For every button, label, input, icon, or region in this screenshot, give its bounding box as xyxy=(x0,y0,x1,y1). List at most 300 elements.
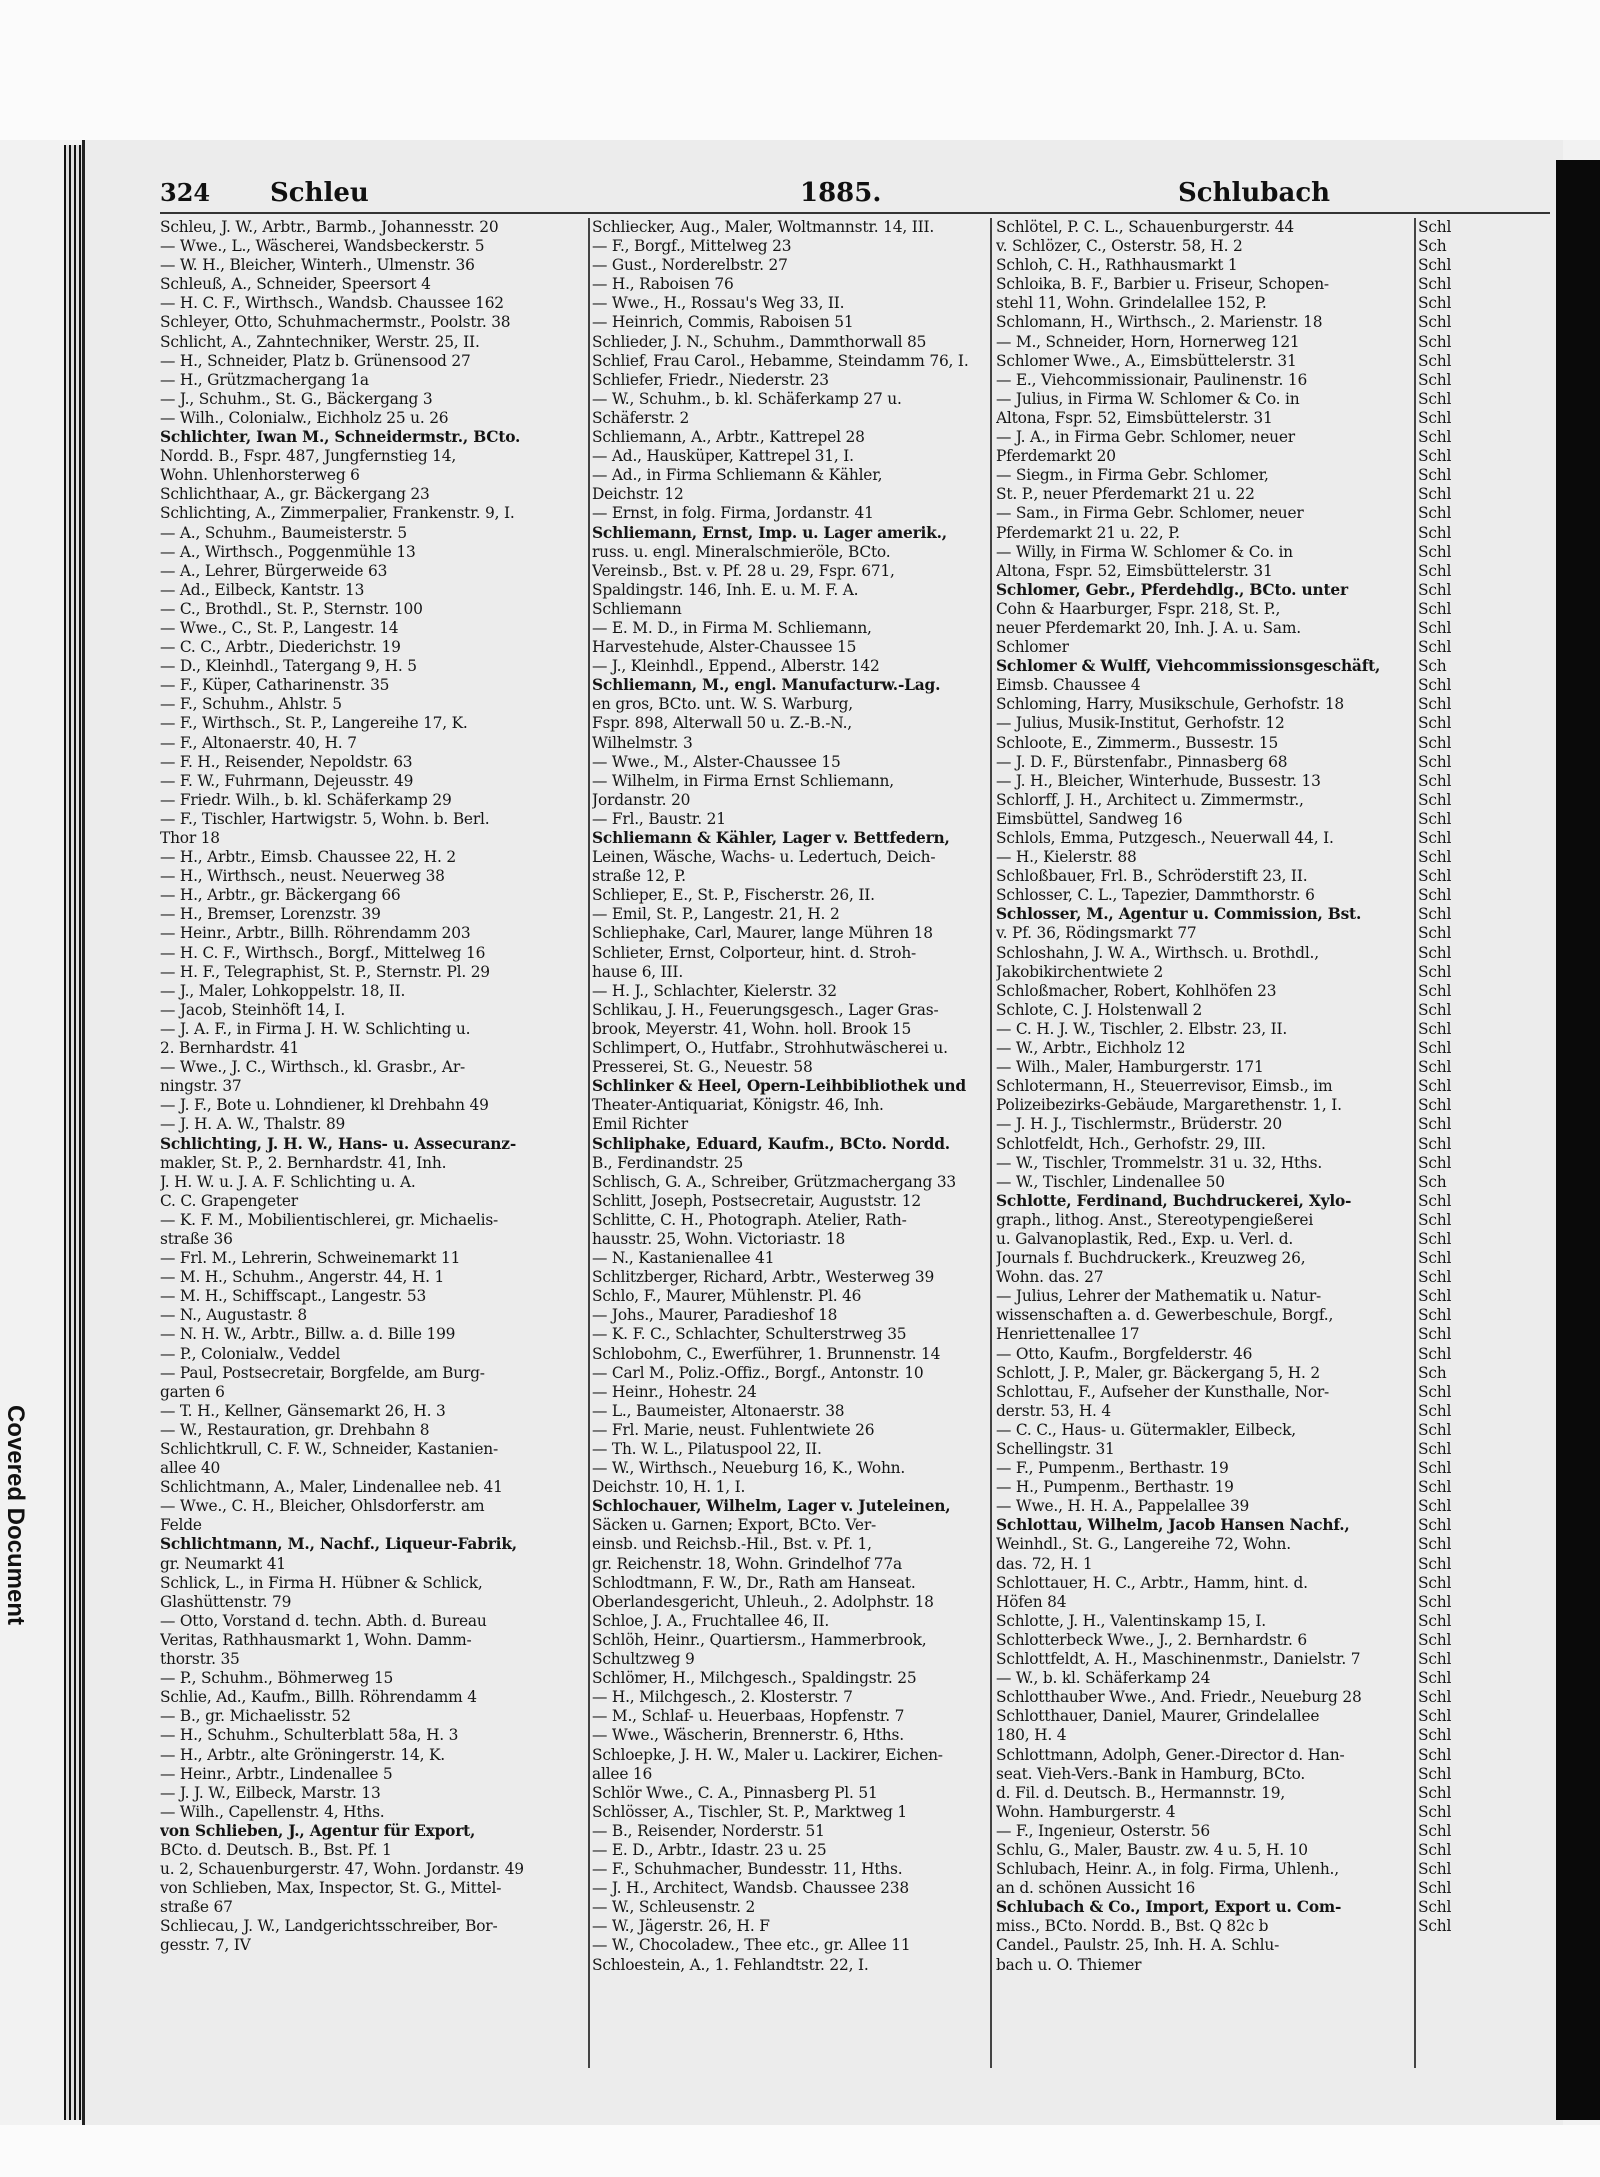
directory-entry-line: — Carl M., Poliz.-Offiz., Borgf., Antonstr. 10 xyxy=(592,1363,924,1382)
directory-entry-line: thorstr. 35 xyxy=(160,1650,240,1669)
directory-entry-line: Schliphake, Eduard, Kaufm., BCto. Nordd. xyxy=(592,1134,950,1153)
directory-entry-line: — Otto, Kaufm., Borgfelderstr. 46 xyxy=(996,1344,1253,1363)
directory-entry-line: Schl xyxy=(1418,1459,1452,1478)
directory-entry-line: — Ad., Hausküper, Kattrepel 31, I. xyxy=(592,447,854,466)
directory-entry-line: — Wilhelm, in Firma Ernst Schliemann, xyxy=(592,771,894,790)
directory-entry-line: hause 6, III. xyxy=(592,962,684,981)
directory-entry-line: Schliecker, Aug., Maler, Woltmannstr. 14, III. xyxy=(592,218,935,236)
directory-entry-line: C. C. Grapengeter xyxy=(160,1191,298,1210)
directory-entry-line: miss., BCto. Nordd. B., Bst. Q 82c b xyxy=(996,1917,1269,1936)
directory-entry-line: Schl xyxy=(1418,428,1452,447)
directory-entry-line: Schl xyxy=(1418,1611,1452,1630)
directory-entry-line: — N. H. W., Arbtr., Billw. a. d. Bille 199 xyxy=(160,1325,456,1344)
directory-entry-line: Schlomer Wwe., A., Eimsbüttelerstr. 31 xyxy=(996,351,1297,370)
directory-entry-line: Schl xyxy=(1418,1115,1452,1134)
directory-entry-line: — P., Schuhm., Böhmerweg 15 xyxy=(160,1669,394,1688)
directory-entry-line: — H., Arbtr., Eimsb. Chaussee 22, H. 2 xyxy=(160,848,456,867)
directory-entry-line: Schl xyxy=(1418,1554,1452,1573)
directory-entry-line: Polizeibezirks-Gebäude, Margarethenstr. 1, I. xyxy=(996,1096,1342,1115)
directory-entry-line: en gros, BCto. unt. W. S. Warburg, xyxy=(592,695,853,714)
directory-entry-line: — Wwe., H. H. A., Pappelallee 39 xyxy=(996,1497,1250,1516)
directory-entry-line: straße 12, P. xyxy=(592,867,686,886)
directory-entry-line: Schl xyxy=(1418,1860,1452,1879)
directory-entry-line: Schlotthauer, Daniel, Maurer, Grindelallee xyxy=(996,1707,1320,1726)
directory-entry-line: Schl xyxy=(1418,1497,1452,1516)
directory-entry-line: — H., Schuhm., Schulterblatt 58a, H. 3 xyxy=(160,1726,459,1745)
directory-entry-line: derstr. 53, H. 4 xyxy=(996,1401,1112,1420)
directory-entry-line: Schl xyxy=(1418,1688,1452,1707)
directory-entry-line: Schl xyxy=(1418,1440,1452,1458)
directory-entry-line: Schl xyxy=(1418,981,1452,1000)
directory-column-4-partial xyxy=(1418,218,1554,1936)
directory-entry-line: Schl xyxy=(1418,771,1452,790)
directory-entry-line: Oberlandesgericht, Uhleuh., 2. Adolphstr. 18 xyxy=(592,1592,934,1611)
directory-entry-line: Schl xyxy=(1418,1249,1452,1268)
directory-entry-line: Schl xyxy=(1418,256,1452,275)
directory-entry-line: Schl xyxy=(1418,599,1452,618)
directory-entry-line: — W., Schleusenstr. 2 xyxy=(592,1898,756,1917)
directory-entry-line: B., Ferdinandstr. 25 xyxy=(592,1153,744,1172)
directory-entry-line: Schlott, J. P., Maler, gr. Bäckergang 5, H. 2 xyxy=(996,1363,1320,1382)
directory-entry-line: Schlotte, J. H., Valentinskamp 15, I. xyxy=(996,1611,1266,1630)
directory-entry-line: Pferdemarkt 20 xyxy=(996,447,1116,466)
directory-entry-line: Eimsbüttel, Sandweg 16 xyxy=(996,809,1183,828)
directory-entry-line: Schl xyxy=(1418,1191,1452,1210)
directory-entry-line: — H. J., Schlachter, Kielerstr. 32 xyxy=(592,981,837,1000)
directory-entry-line: u. 2, Schauenburgerstr. 47, Wohn. Jordanstr. 49 xyxy=(160,1860,524,1879)
directory-entry-line: Schl xyxy=(1418,1287,1452,1306)
directory-entry-line: Cohn & Haarburger, Fspr. 218, St. P., xyxy=(996,599,1281,618)
directory-entry-line: Schlote, C. J. Holstenwall 2 xyxy=(996,1000,1203,1019)
directory-entry-line: — A., Schuhm., Baumeisterstr. 5 xyxy=(160,523,407,542)
directory-entry-line: Schl xyxy=(1418,332,1452,351)
directory-entry-line: — J. H., Architect, Wandsb. Chaussee 238 xyxy=(592,1879,909,1898)
directory-entry-line: Schl xyxy=(1418,1344,1452,1363)
directory-entry-line: — Otto, Vorstand d. techn. Abth. d. Bureau xyxy=(160,1611,487,1630)
directory-entry-line: Schl xyxy=(1418,695,1452,714)
directory-entry-line: Schlieder, J. N., Schuhm., Dammthorwall 85 xyxy=(592,332,927,351)
directory-entry-line: Schloestein, A., 1. Fehlandtstr. 22, I. xyxy=(592,1955,869,1974)
directory-entry-line: straße 36 xyxy=(160,1229,233,1248)
directory-column-2 xyxy=(592,218,992,1975)
directory-entry-line: Schl xyxy=(1418,1821,1452,1840)
directory-entry-line: — H., Schneider, Platz b. Grünensood 27 xyxy=(160,351,471,370)
column-rule xyxy=(1414,218,1416,2068)
directory-entry-line: Schl xyxy=(1418,1573,1452,1592)
directory-entry-line: — Heinr., Arbtr., Lindenallee 5 xyxy=(160,1764,393,1783)
directory-entry-line: Schl xyxy=(1418,1764,1452,1783)
directory-entry-line: Deichstr. 12 xyxy=(592,485,684,504)
directory-entry-line: garten 6 xyxy=(160,1382,225,1401)
directory-entry-line: — J., Schuhm., St. G., Bäckergang 3 xyxy=(160,389,433,408)
directory-entry-line: Schl xyxy=(1418,1650,1452,1669)
directory-entry-line: Schl xyxy=(1418,1401,1452,1420)
scan-background-top xyxy=(0,0,1600,140)
directory-entry-line: Schl xyxy=(1418,1077,1452,1096)
directory-entry-line: Schl xyxy=(1418,1745,1452,1764)
directory-entry-line: — W. H., Bleicher, Winterh., Ulmenstr. 36 xyxy=(160,256,475,275)
directory-entry-line: Schl xyxy=(1418,1096,1452,1115)
directory-entry-line: — J. F., Bote u. Lohndiener, kl Drehbahn 49 xyxy=(160,1096,489,1115)
directory-entry-line: Schl xyxy=(1418,1058,1452,1077)
directory-entry-line: Schlodtmann, F. W., Dr., Rath am Hanseat. xyxy=(592,1573,916,1592)
directory-entry-line: Wilhelmstr. 3 xyxy=(592,733,693,752)
directory-column-3 xyxy=(996,218,1408,1975)
directory-entry-line: — J. H. J., Tischlermstr., Brüderstr. 20 xyxy=(996,1115,1282,1134)
directory-entry-line: Eimsb. Chaussee 4 xyxy=(996,676,1141,695)
directory-entry-line: — Heinrich, Commis, Raboisen 51 xyxy=(592,313,854,332)
directory-entry-line: Schlimpert, O., Hutfabr., Strohhutwäscherei u. xyxy=(592,1039,948,1058)
directory-entry-line: Wohn. Hamburgerstr. 4 xyxy=(996,1802,1176,1821)
directory-entry-line: Emil Richter xyxy=(592,1115,688,1134)
directory-entry-line: Pferdemarkt 21 u. 22, P. xyxy=(996,523,1180,542)
directory-entry-line: Deichstr. 10, H. 1, I. xyxy=(592,1478,746,1497)
directory-entry-line: — M. H., Schiffscapt., Langestr. 53 xyxy=(160,1287,427,1306)
directory-entry-line: — Julius, in Firma W. Schlomer & Co. in xyxy=(996,389,1300,408)
directory-entry-line: — Wwe., H., Rossau's Weg 33, II. xyxy=(592,294,845,313)
directory-entry-line: — W., b. kl. Schäferkamp 24 xyxy=(996,1669,1211,1688)
directory-entry-line: — W., Arbtr., Eichholz 12 xyxy=(996,1039,1186,1058)
directory-entry-line: — F., Tischler, Hartwigstr. 5, Wohn. b. Berl. xyxy=(160,809,490,828)
page-number: 324 xyxy=(160,178,211,207)
directory-entry-line: Schloote, E., Zimmerm., Bussestr. 15 xyxy=(996,733,1279,752)
directory-entry-line: Schl xyxy=(1418,408,1452,427)
directory-entry-line: — J. J. W., Eilbeck, Marstr. 13 xyxy=(160,1783,381,1802)
directory-entry-line: Schlosser, M., Agentur u. Commission, Bst. xyxy=(996,905,1362,924)
directory-entry-line: Schleyer, Otto, Schuhmachermstr., Poolstr. 38 xyxy=(160,313,511,332)
directory-entry-line: Schl xyxy=(1418,809,1452,828)
directory-entry-line: — J., Kleinhdl., Eppend., Alberstr. 142 xyxy=(592,657,880,676)
directory-entry-line: Veritas, Rathhausmarkt 1, Wohn. Damm- xyxy=(160,1630,472,1649)
directory-entry-line: — W., Wirthsch., Neueburg 16, K., Wohn. xyxy=(592,1459,906,1478)
directory-entry-line: einsb. und Reichsb.-Hil., Bst. v. Pf. 1, xyxy=(592,1535,872,1554)
directory-entry-line: St. P., neuer Pferdemarkt 21 u. 22 xyxy=(996,485,1255,504)
directory-entry-line: — J. H., Bleicher, Winterhude, Bussestr. 13 xyxy=(996,771,1321,790)
directory-entry-line: Nordd. B., Fspr. 487, Jungfernstieg 14, xyxy=(160,447,457,466)
directory-entry-line: Leinen, Wäsche, Wachs- u. Ledertuch, Deich- xyxy=(592,848,936,867)
directory-entry-line: Sch xyxy=(1418,1172,1447,1191)
directory-entry-line: Schlo, F., Maurer, Mühlenstr. Pl. 46 xyxy=(592,1287,862,1306)
directory-entry-line: — K. F. C., Schlachter, Schulterstrweg 35 xyxy=(592,1325,907,1344)
directory-entry-line: Sch xyxy=(1418,1363,1447,1382)
directory-entry-line: — A., Wirthsch., Poggenmühle 13 xyxy=(160,542,416,561)
directory-entry-line: Schliemann, M., engl. Manufacturw.-Lag. xyxy=(592,676,941,695)
directory-entry-line: Schliemann, Ernst, Imp. u. Lager amerik., xyxy=(592,523,947,542)
directory-entry-line: Sch xyxy=(1418,657,1447,676)
directory-entry-line: — F., Altonaerstr. 40, H. 7 xyxy=(160,733,357,752)
directory-entry-line: — Th. W. L., Pilatuspool 22, II. xyxy=(592,1440,822,1458)
directory-entry-line: — H., Bremser, Lorenzstr. 39 xyxy=(160,905,381,924)
directory-entry-line: Schl xyxy=(1418,1917,1452,1936)
directory-entry-line: stehl 11, Wohn. Grindelallee 152, P. xyxy=(996,294,1267,313)
directory-entry-line: 2. Bernhardstr. 41 xyxy=(160,1039,300,1058)
directory-entry-line: Schl xyxy=(1418,580,1452,599)
directory-entry-line: v. Pf. 36, Rödingsmarkt 77 xyxy=(996,924,1197,943)
directory-entry-line: Schl xyxy=(1418,485,1452,504)
directory-entry-line: — J. A., in Firma Gebr. Schlomer, neuer xyxy=(996,428,1295,447)
directory-entry-line: — J., Maler, Lohkoppelstr. 18, II. xyxy=(160,981,406,1000)
directory-entry-line: Schlobohm, C., Ewerführer, 1. Brunnenstr. 14 xyxy=(592,1344,941,1363)
directory-entry-line: — B., gr. Michaelisstr. 52 xyxy=(160,1707,351,1726)
directory-entry-line: Schlochauer, Wilhelm, Lager v. Juteleinen, xyxy=(592,1497,951,1516)
directory-entry-line: ningstr. 37 xyxy=(160,1077,242,1096)
directory-entry-line: — H., Milchgesch., 2. Klosterstr. 7 xyxy=(592,1688,853,1707)
directory-entry-line: Schlichting, J. H. W., Hans- u. Assecuranz- xyxy=(160,1134,517,1153)
directory-entry-line: Wohn. das. 27 xyxy=(996,1268,1104,1287)
directory-entry-line: Wohn. Uhlenhorsterweg 6 xyxy=(160,466,360,485)
directory-entry-line: Schlötel, P. C. L., Schauenburgerstr. 44 xyxy=(996,218,1294,236)
directory-entry-line: Schl xyxy=(1418,1325,1452,1344)
directory-entry-line: Henriettenallee 17 xyxy=(996,1325,1140,1344)
directory-entry-line: Schliecau, J. W., Landgerichtsschreiber, Bor- xyxy=(160,1917,498,1936)
directory-entry-line: BCto. d. Deutsch. B., Bst. Pf. 1 xyxy=(160,1840,392,1859)
directory-entry-line: v. Schlözer, C., Osterstr. 58, H. 2 xyxy=(996,237,1243,256)
directory-entry-line: Schliemann xyxy=(592,599,682,618)
directory-entry-line: Schlu, G., Maler, Baustr. zw. 4 u. 5, H. 10 xyxy=(996,1840,1308,1859)
directory-entry-line: Schlieper, E., St. P., Fischerstr. 26, II. xyxy=(592,886,875,905)
directory-entry-line: Schl xyxy=(1418,886,1452,905)
directory-entry-line: Felde xyxy=(160,1516,202,1535)
directory-entry-line: — J. A. F., in Firma J. H. W. Schlichting u. xyxy=(160,1019,471,1038)
directory-entry-line: Schlols, Emma, Putzgesch., Neuerwall 44, I. xyxy=(996,829,1334,847)
directory-entry-line: Schlikau, J. H., Feuerungsgesch., Lager Gras- xyxy=(592,1000,939,1019)
directory-entry-line: Presserei, St. G., Neuestr. 58 xyxy=(592,1058,813,1077)
directory-entry-line: Schloe, J. A., Fruchtallee 46, II. xyxy=(592,1611,830,1630)
directory-entry-line: Schlottau, F., Aufseher der Kunsthalle, Nor- xyxy=(996,1382,1330,1401)
directory-entry-line: — F., Pumpenm., Berthastr. 19 xyxy=(996,1459,1229,1478)
directory-entry-line: Schlottfeldt, A. H., Maschinenmstr., Danielstr. 7 xyxy=(996,1650,1361,1669)
directory-entry-line: Schlubach & Co., Import, Export u. Com- xyxy=(996,1898,1342,1917)
directory-entry-line: Schloh, C. H., Rathhausmarkt 1 xyxy=(996,256,1238,275)
directory-entry-line: Schl xyxy=(1418,1592,1452,1611)
directory-entry-line: — Jacob, Steinhöft 14, I. xyxy=(160,1000,346,1019)
directory-entry-line: — H. C. F., Wirthsch., Wandsb. Chaussee 162 xyxy=(160,294,504,313)
directory-entry-line: Harvestehude, Alster-Chaussee 15 xyxy=(592,638,857,657)
directory-entry-line: Schlottau, Wilhelm, Jacob Hansen Nachf., xyxy=(996,1516,1350,1535)
directory-entry-line: — Frl. Marie, neust. Fuhlentwiete 26 xyxy=(592,1420,875,1439)
book-gutter xyxy=(1556,160,1600,2120)
directory-entry-line: Schlotthauber Wwe., And. Friedr., Neueburg 28 xyxy=(996,1688,1362,1707)
directory-entry-line: Altona, Fspr. 52, Eimsbüttelerstr. 31 xyxy=(996,561,1273,580)
directory-entry-line: — M., Schneider, Horn, Hornerweg 121 xyxy=(996,332,1300,351)
directory-entry-line: — C. H. J. W., Tischler, 2. Elbstr. 23, II. xyxy=(996,1019,1288,1038)
directory-entry-line: Schlömer, H., Milchgesch., Spaldingstr. 25 xyxy=(592,1669,917,1688)
directory-entry-line: Schl xyxy=(1418,1019,1452,1038)
directory-entry-line: Schlotte, Ferdinand, Buchdruckerei, Xylo- xyxy=(996,1191,1352,1210)
directory-entry-line: — Wilh., Maler, Hamburgerstr. 171 xyxy=(996,1058,1264,1077)
directory-entry-line: hausstr. 25, Wohn. Victoriastr. 18 xyxy=(592,1229,846,1248)
directory-entry-line: — Siegm., in Firma Gebr. Schlomer, xyxy=(996,466,1269,485)
directory-entry-line: Schl xyxy=(1418,905,1452,924)
directory-entry-line: Sch xyxy=(1418,237,1447,256)
directory-entry-line: — Frl., Baustr. 21 xyxy=(592,809,726,828)
directory-entry-line: Schlomann, H., Wirthsch., 2. Marienstr. 18 xyxy=(996,313,1323,332)
directory-entry-line: Schl xyxy=(1418,638,1452,657)
directory-entry-line: Schlinker & Heel, Opern-Leihbibliothek und xyxy=(592,1077,966,1096)
directory-entry-line: — Heinr., Hohestr. 24 xyxy=(592,1382,757,1401)
directory-entry-line: Schl xyxy=(1418,867,1452,886)
directory-entry-line: Schlottmann, Adolph, Gener.-Director d. Han- xyxy=(996,1745,1345,1764)
directory-entry-line: Schl xyxy=(1418,466,1452,485)
directory-entry-line: — H. F., Telegraphist, St. P., Sternstr. Pl. 29 xyxy=(160,962,490,981)
directory-entry-line: makler, St. P., 2. Bernhardstr. 41, Inh. xyxy=(160,1153,447,1172)
directory-entry-line: — Ad., Eilbeck, Kantstr. 13 xyxy=(160,580,365,599)
directory-entry-line: Schl xyxy=(1418,962,1452,981)
scan-background-bottom xyxy=(0,2125,1600,2177)
directory-entry-line: Schl xyxy=(1418,1707,1452,1726)
directory-entry-line: — H. C. F., Wirthsch., Borgf., Mittelweg 16 xyxy=(160,943,486,962)
directory-entry-line: Schlomer xyxy=(996,638,1069,657)
directory-entry-line: — H., Raboisen 76 xyxy=(592,275,734,294)
directory-entry-line: Schl xyxy=(1418,714,1452,733)
directory-entry-line: wissenschaften a. d. Gewerbeschule, Borgf., xyxy=(996,1306,1334,1325)
directory-entry-line: Schl xyxy=(1418,504,1452,523)
directory-entry-line: Schultzweg 9 xyxy=(592,1650,695,1669)
directory-entry-line: Schl xyxy=(1418,790,1452,809)
directory-entry-line: Schl xyxy=(1418,1039,1452,1058)
directory-entry-line: — H., Arbtr., alte Gröningerstr. 14, K. xyxy=(160,1745,445,1764)
directory-entry-line: — W., Tischler, Lindenallee 50 xyxy=(996,1172,1225,1191)
directory-entry-line: Schl xyxy=(1418,1726,1452,1745)
directory-entry-line: Schlief, Frau Carol., Hebamme, Steindamm 76, I. xyxy=(592,351,969,370)
directory-entry-line: — J. D. F., Bürstenfabr., Pinnasberg 68 xyxy=(996,752,1288,771)
directory-entry-line: Schlichthaar, A., gr. Bäckergang 23 xyxy=(160,485,430,504)
directory-entry-line: — Wilh., Capellenstr. 4, Hths. xyxy=(160,1802,385,1821)
directory-entry-line: — Julius, Musik-Institut, Gerhofstr. 12 xyxy=(996,714,1285,733)
directory-entry-line: Schloika, B. F., Barbier u. Friseur, Schopen- xyxy=(996,275,1329,294)
directory-entry-line: Schellingstr. 31 xyxy=(996,1440,1115,1458)
directory-entry-line: Schl xyxy=(1418,1898,1452,1917)
directory-entry-line: Säcken u. Garnen; Export, BCto. Ver- xyxy=(592,1516,876,1535)
directory-entry-line: allee 16 xyxy=(592,1764,653,1783)
directory-entry-line: — J. H. A. W., Thalstr. 89 xyxy=(160,1115,346,1134)
directory-entry-line: — E., Viehcommissionair, Paulinenstr. 16 xyxy=(996,370,1308,389)
directory-entry-line: Schlör Wwe., C. A., Pinnasberg Pl. 51 xyxy=(592,1783,878,1802)
directory-entry-line: Schl xyxy=(1418,275,1452,294)
directory-entry-line: allee 40 xyxy=(160,1459,221,1478)
directory-entry-line: Schl xyxy=(1418,1630,1452,1649)
directory-entry-line: von Schlieben, Max, Inspector, St. G., Mittel- xyxy=(160,1879,502,1898)
directory-entry-line: Schl xyxy=(1418,1268,1452,1287)
directory-entry-line: Schliemann, A., Arbtr., Kattrepel 28 xyxy=(592,428,865,447)
directory-entry-line: Schleu, J. W., Arbtr., Barmb., Johannesstr. 20 xyxy=(160,218,499,236)
directory-entry-line: Schl xyxy=(1418,1420,1452,1439)
directory-entry-line: Schlitzberger, Richard, Arbtr., Westerweg 39 xyxy=(592,1268,935,1287)
directory-entry-line: Schl xyxy=(1418,1535,1452,1554)
directory-entry-line: u. Galvanoplastik, Red., Exp. u. Verl. d. xyxy=(996,1229,1294,1248)
directory-entry-line: — Ernst, in folg. Firma, Jordanstr. 41 xyxy=(592,504,874,523)
directory-entry-line: — Willy, in Firma W. Schlomer & Co. in xyxy=(996,542,1293,561)
directory-entry-line: Schl xyxy=(1418,1153,1452,1172)
directory-entry-line: — C. C., Arbtr., Diederichstr. 19 xyxy=(160,638,401,657)
directory-entry-line: Schl xyxy=(1418,561,1452,580)
directory-entry-line: — Wwe., Wäscherin, Brennerstr. 6, Hths. xyxy=(592,1726,904,1745)
directory-entry-line: Schliefer, Friedr., Niederstr. 23 xyxy=(592,370,829,389)
directory-entry-line: Schl xyxy=(1418,829,1452,847)
directory-entry-line: Schl xyxy=(1418,1210,1452,1229)
directory-entry-line: Spaldingstr. 146, Inh. E. u. M. F. A. xyxy=(592,580,859,599)
directory-entry-line: Schloßmacher, Robert, Kohlhöfen 23 xyxy=(996,981,1277,1000)
directory-entry-line: Schl xyxy=(1418,523,1452,542)
directory-entry-line: — Frl. M., Lehrerin, Schweinemarkt 11 xyxy=(160,1249,461,1268)
directory-entry-line: Schlitte, C. H., Photograph. Atelier, Rath- xyxy=(592,1210,907,1229)
directory-entry-line: Schl xyxy=(1418,1516,1452,1535)
directory-entry-line: — E. D., Arbtr., Idastr. 23 u. 25 xyxy=(592,1840,827,1859)
directory-entry-line: Schlick, L., in Firma H. Hübner & Schlick, xyxy=(160,1573,483,1592)
directory-entry-line: an d. schönen Aussicht 16 xyxy=(996,1879,1196,1898)
directory-entry-line: — N., Kastanienallee 41 xyxy=(592,1249,775,1268)
directory-entry-line: — Wwe., M., Alster-Chaussee 15 xyxy=(592,752,841,771)
directory-entry-line: das. 72, H. 1 xyxy=(996,1554,1093,1573)
directory-entry-line: d. Fil. d. Deutsch. B., Hermannstr. 19, xyxy=(996,1783,1286,1802)
directory-entry-line: Schlichting, A., Zimmerpalier, Frankenstr. 9, I. xyxy=(160,504,515,523)
directory-entry-line: — C., Brothdl., St. P., Sternstr. 100 xyxy=(160,599,423,618)
directory-entry-line: gesstr. 7, IV xyxy=(160,1936,251,1955)
directory-entry-line: Schl xyxy=(1418,447,1452,466)
directory-entry-line: Schlotterbeck Wwe., J., 2. Bernhardstr. 6 xyxy=(996,1630,1308,1649)
directory-entry-line: — Gust., Norderelbstr. 27 xyxy=(592,256,788,275)
directory-entry-line: russ. u. engl. Mineralschmieröle, BCto. xyxy=(592,542,891,561)
directory-entry-line: Schlichtmann, A., Maler, Lindenallee neb. 41 xyxy=(160,1478,503,1497)
directory-entry-line: — P., Colonialw., Veddel xyxy=(160,1344,341,1363)
directory-entry-line: — Wwe., J. C., Wirthsch., kl. Grasbr., Ar- xyxy=(160,1058,465,1077)
directory-entry-line: Weinhdl., St. G., Langereihe 72, Wohn. xyxy=(996,1535,1291,1554)
directory-entry-line: straße 67 xyxy=(160,1898,233,1917)
directory-entry-line: Jakobikirchentwiete 2 xyxy=(996,962,1164,981)
directory-entry-line: seat. Vieh-Vers.-Bank in Hamburg, BCto. xyxy=(996,1764,1306,1783)
directory-entry-line: — B., Reisender, Norderstr. 51 xyxy=(592,1821,825,1840)
directory-entry-line: Schl xyxy=(1418,618,1452,637)
directory-entry-line: Schlotermann, H., Steuerrevisor, Eimsb., im xyxy=(996,1077,1333,1096)
directory-entry-line: — M., Schlaf- u. Heuerbaas, Hopfenstr. 7 xyxy=(592,1707,905,1726)
directory-entry-line: Candel., Paulstr. 25, Inh. H. A. Schlu- xyxy=(996,1936,1280,1955)
directory-entry-line: — C. C., Haus- u. Gütermakler, Eilbeck, xyxy=(996,1420,1296,1439)
directory-entry-line: Schl xyxy=(1418,1840,1452,1859)
directory-entry-line: — A., Lehrer, Bürgerweide 63 xyxy=(160,561,388,580)
directory-entry-line: Schl xyxy=(1418,733,1452,752)
directory-entry-line: — F., Schuhm., Ahlstr. 5 xyxy=(160,695,342,714)
directory-entry-line: Schlisch, G. A., Schreiber, Grützmachergang 33 xyxy=(592,1172,957,1191)
directory-entry-line: — H., Kielerstr. 88 xyxy=(996,848,1137,867)
directory-entry-line: Schliemann & Kähler, Lager v. Bettfedern, xyxy=(592,829,950,847)
directory-entry-line: Fspr. 898, Alterwall 50 u. Z.-B.-N., xyxy=(592,714,852,733)
directory-entry-line: — L., Baumeister, Altonaerstr. 38 xyxy=(592,1401,845,1420)
directory-entry-line: Schlottauer, H. C., Arbtr., Hamm, hint. d. xyxy=(996,1573,1308,1592)
directory-column-1 xyxy=(160,218,586,1956)
directory-entry-line: — Sam., in Firma Gebr. Schlomer, neuer xyxy=(996,504,1304,523)
directory-entry-line: — H., Arbtr., gr. Bäckergang 66 xyxy=(160,886,401,905)
directory-entry-line: Schlösser, A., Tischler, St. P., Marktweg 1 xyxy=(592,1802,907,1821)
directory-entry-line: Glashüttenstr. 79 xyxy=(160,1592,292,1611)
directory-entry-line: — Johs., Maurer, Paradieshof 18 xyxy=(592,1306,838,1325)
directory-entry-line: bach u. O. Thiemer xyxy=(996,1955,1142,1974)
directory-entry-line: — H., Grützmachergang 1a xyxy=(160,370,369,389)
directory-entry-line: — D., Kleinhdl., Tatergang 9, H. 5 xyxy=(160,657,417,676)
directory-entry-line: — T. H., Kellner, Gänsemarkt 26, H. 3 xyxy=(160,1401,446,1420)
directory-entry-line: — H., Wirthsch., neust. Neuerweg 38 xyxy=(160,867,445,886)
directory-entry-line: — N., Augustastr. 8 xyxy=(160,1306,308,1325)
directory-entry-line: — W., Restauration, gr. Drehbahn 8 xyxy=(160,1420,430,1439)
directory-entry-line: Thor 18 xyxy=(160,829,220,847)
directory-entry-line: — F., Wirthsch., St. P., Langereihe 17, K. xyxy=(160,714,468,733)
directory-entry-line: Schl xyxy=(1418,294,1452,313)
directory-entry-line: Schl xyxy=(1418,1229,1452,1248)
directory-entry-line: Schlorff, J. H., Architect u. Zimmermstr., xyxy=(996,790,1304,809)
directory-entry-line: — E. M. D., in Firma M. Schliemann, xyxy=(592,618,872,637)
header-right-keyword: Schlubach xyxy=(1178,178,1331,208)
directory-entry-line: Schl xyxy=(1418,351,1452,370)
directory-entry-line: Schl xyxy=(1418,1134,1452,1153)
